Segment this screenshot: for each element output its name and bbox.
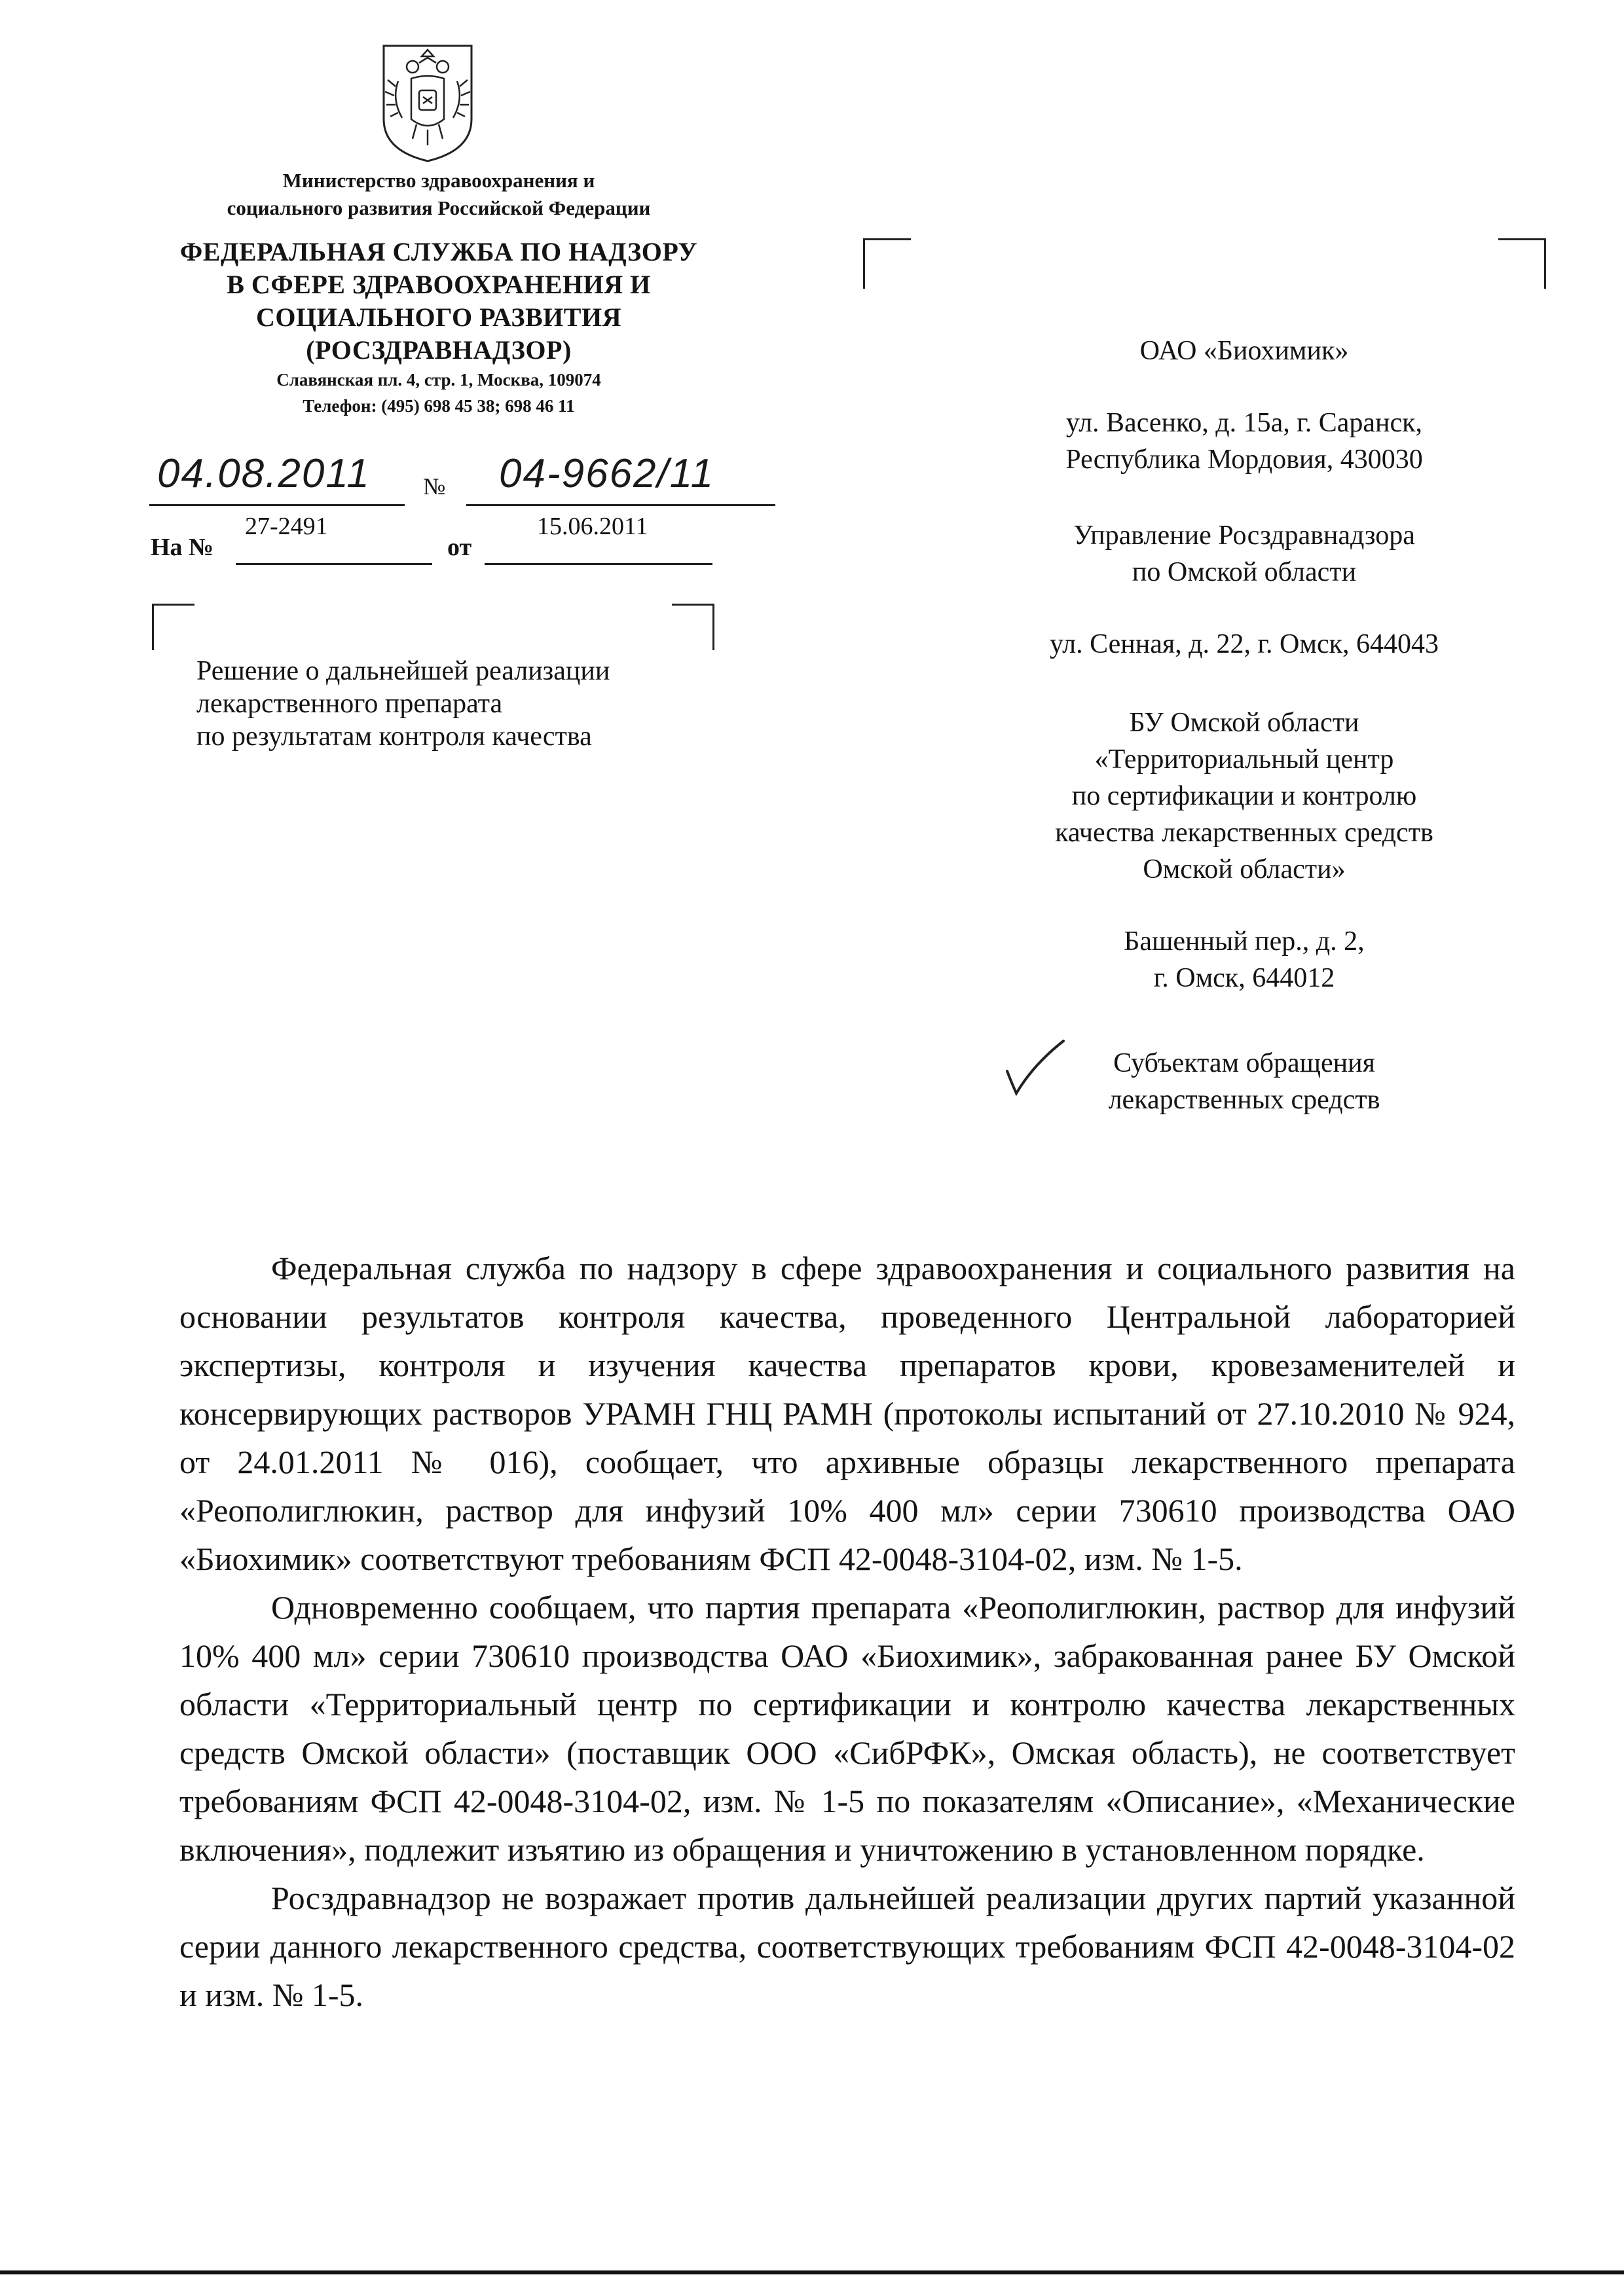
registration-number-field [466,449,775,506]
reference-date: 15.06.2011 [537,513,648,540]
sender-contacts [131,367,747,419]
reference-label: На № [151,534,214,561]
ministry-name [131,167,747,222]
subject-line: по результатам контроля качества [196,721,592,752]
body-paragraph: Росздравнадзор не возражает против дальнейшей реализации других партий указанной серии данного лекарственного средства, соответствующих требованиям ФСП 42-0048-3104-02 и изм. № 1-5. [179,1880,1515,2013]
addressee-name: «Территориальный центр [1094,744,1394,774]
reference-number-field [236,511,432,565]
service-line: (РОСЗДРАВНАДЗОР) [306,335,572,365]
addressee-territorial-center [956,704,1532,996]
addressee-name: Омской области» [1143,854,1346,884]
body-paragraph: Одновременно сообщаем, что партия препарата «Реополиглюкин, раствор для инфузий 10% 400 мл» серии 730610 производства ОАО «Биохимик», забракованная ранее БУ Омской области «Территориальный центр по сертификации и контролю качества лекарственных средств Омской области» (поставщик ООО «СибРФК», Омская область), не соответствует требованиям ФСП 42-0048-3104-02, изм. № 1-5 по показателям «Описание», «Механические включения», подлежит изъятию из обращения и уничтожению в установленном порядке. [179,1589,1515,1868]
reference-from-label: от [447,534,472,561]
subject-bracket-right [672,604,714,650]
addressee-address: г. Омск, 644012 [1153,963,1335,993]
addressee-bracket-left [863,238,911,289]
addressee-name: ОАО «Биохимик» [1139,336,1349,366]
service-name [131,236,747,367]
addressee-address: Башенный пер., д. 2, [1124,926,1365,957]
body-paragraph: Федеральная служба по надзору в сфере здравоохранения и социального развития на основании результатов контроля качества, проведенного Центральной лабораторией экспертизы, контроля и изучения качества препаратов крови, кровезаменителей и консервирующих растворов УРАМН ГНЦ РАМН (протоколы испытаний от 27.10.2010 № 924, от 24.01.2011 № 016), сообщает, что архивные образцы лекарственного препарата «Реополиглюкин, раствор для инфузий 10% 400 мл» серии 730610 производства ОАО «Биохимик» соответствуют требованиям ФСП 42-0048-3104-02, изм. № 1-5. [179,1250,1515,1577]
number-sign: № [423,473,446,500]
registration-date-field [149,449,405,506]
ministry-line: социального развития Российской Федерации [227,196,651,219]
registration-number: 04-9662/11 [499,451,715,496]
subject-bracket-left [152,604,194,650]
ministry-line: Министерство здравоохранения и [282,169,595,192]
reference-number: 27-2491 [245,513,328,540]
addressee-subjects [956,1045,1532,1118]
addressee-name: качества лекарственных средств [1055,818,1433,848]
service-line: В СФЕРЕ ЗДРАВООХРАНЕНИЯ И [227,270,651,299]
addressee-name: БУ Омской области [1129,708,1359,738]
addressee-name: лекарственных средств [1108,1085,1380,1115]
service-line: СОЦИАЛЬНОГО РАЗВИТИЯ [256,302,621,332]
state-emblem-icon [378,41,477,165]
service-line: ФЕДЕРАЛЬНАЯ СЛУЖБА ПО НАДЗОРУ [179,237,698,266]
letter-subject [196,655,733,753]
subject-line: Решение о дальнейшей реализации [196,656,610,686]
bottom-rule [0,2270,1624,2274]
registration-date: 04.08.2011 [157,451,371,496]
sender-phone: Телефон: (495) 698 45 38; 698 46 11 [303,396,575,416]
reference-date-field [485,511,712,565]
sender-address: Славянская пл. 4, стр. 1, Москва, 109074 [276,370,601,390]
addressee-address: ул. Васенко, д. 15а, г. Саранск, [1065,408,1423,438]
addressee-name: Субъектам обращения [1113,1048,1375,1078]
addressee-biokhimik [956,333,1532,478]
addressee-name: по сертификации и контролю [1071,781,1417,811]
addressee-name: Управление Росздравнадзора [1073,520,1415,551]
addressee-address: Республика Мордовия, 430030 [1065,445,1423,475]
letter-body [179,1244,1515,2019]
addressee-address: ул. Сенная, д. 22, г. Омск, 644043 [1049,629,1439,659]
addressee-bracket-right [1498,238,1546,289]
addressee-name: по Омской области [1132,557,1357,587]
subject-line: лекарственного препарата [196,689,503,719]
addressee-roszdravnadzor-omsk [956,517,1532,663]
